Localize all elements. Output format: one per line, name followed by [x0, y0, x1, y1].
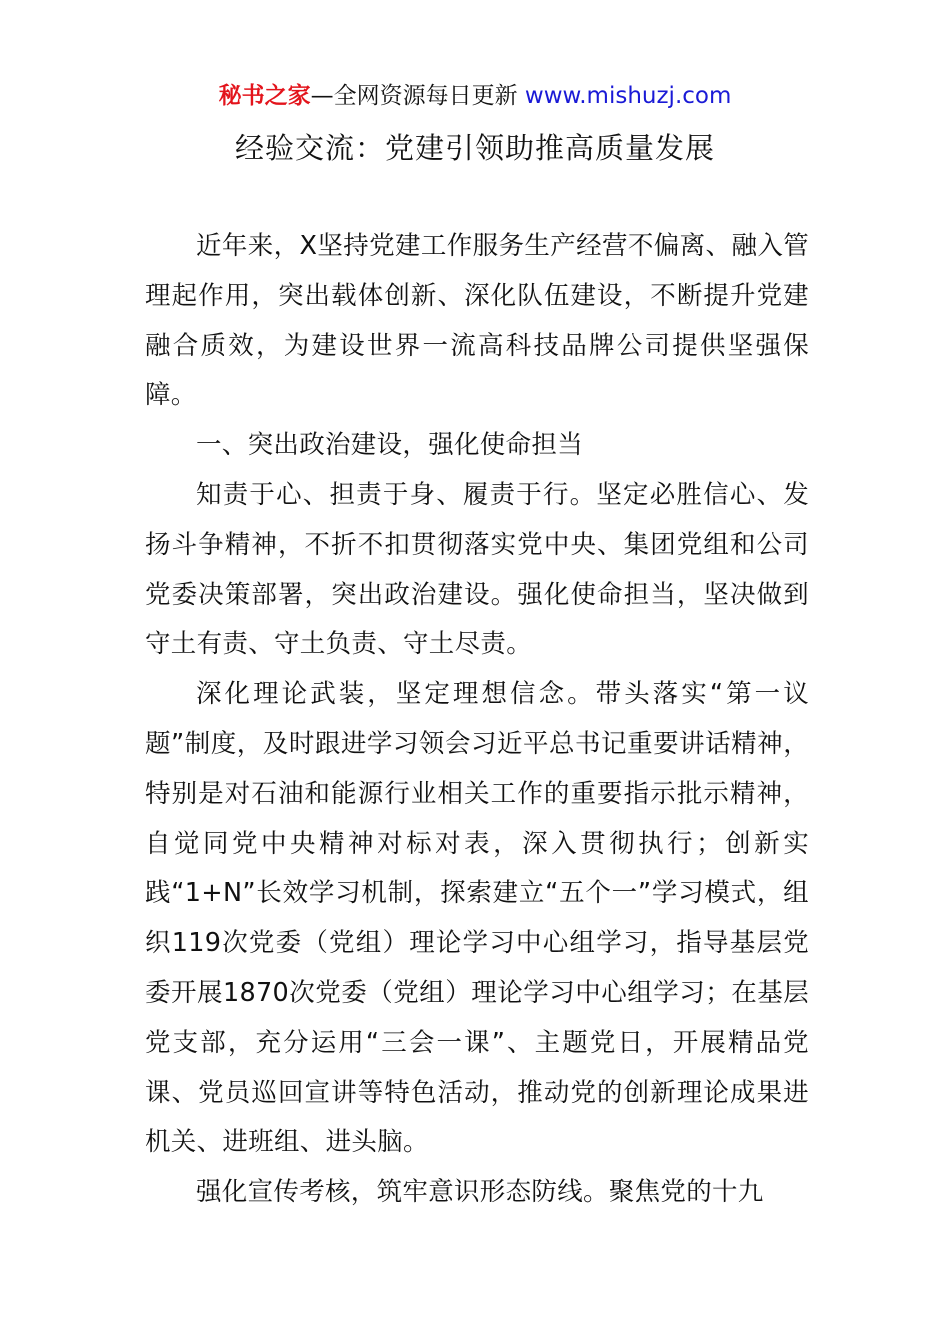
site-header	[0, 80, 950, 112]
paragraph-intro: 近年来，X坚持党建工作服务生产经营不偏离、融入管理起作用，突出载体创新、深化队伍建设，不断提升党建融合质效，为建设世界一流高科技品牌公司提供坚强保障。	[145, 231, 809, 411]
document-title: 经验交流：党建引领助推高质量发展	[234, 131, 715, 165]
paragraph-theory: 深化理论武装，坚定理想信念。带头落实“第一议题”制度，及时跟进学习领会习近平总书记重要讲话精神，特别是对石油和能源行业相关工作的重要指示批示精神，自觉同党中央精神对标对表，深入贯彻执行；创新实践“1+N”长效学习机制，探索建立“五个一”学习模式，组织119次党委（党组）理论学习中心组学习，指导基层党委开展1870次党委（党组）理论学习中心组学习；在基层党支部，充分运用“三会一课”、主题党日，开展精品党课、党员巡回宣讲等特色活动，推动党的创新理论成果进机关、进班组、进头脑。	[145, 679, 809, 1158]
site-url-link[interactable]: www.mishuzj.com	[524, 83, 732, 109]
section-heading-1: 一、突出政治建设，强化使命担当	[196, 430, 584, 461]
document-body	[145, 222, 809, 1218]
paragraph-responsibility: 知责于心、担责于身、履责于行。坚定必胜信心、发扬斗争精神，不折不扣贯彻落实党中央、集团党组和公司党委决策部署，突出政治建设。强化使命担当，坚决做到守土有责、守土负责、守土尽责。	[145, 479, 809, 660]
site-tagline: —全网资源每日更新	[310, 83, 525, 109]
site-brand: 秘书之家	[218, 83, 311, 109]
paragraph-publicity: 强化宣传考核，筑牢意识形态防线。聚焦党的十九	[196, 1177, 764, 1208]
